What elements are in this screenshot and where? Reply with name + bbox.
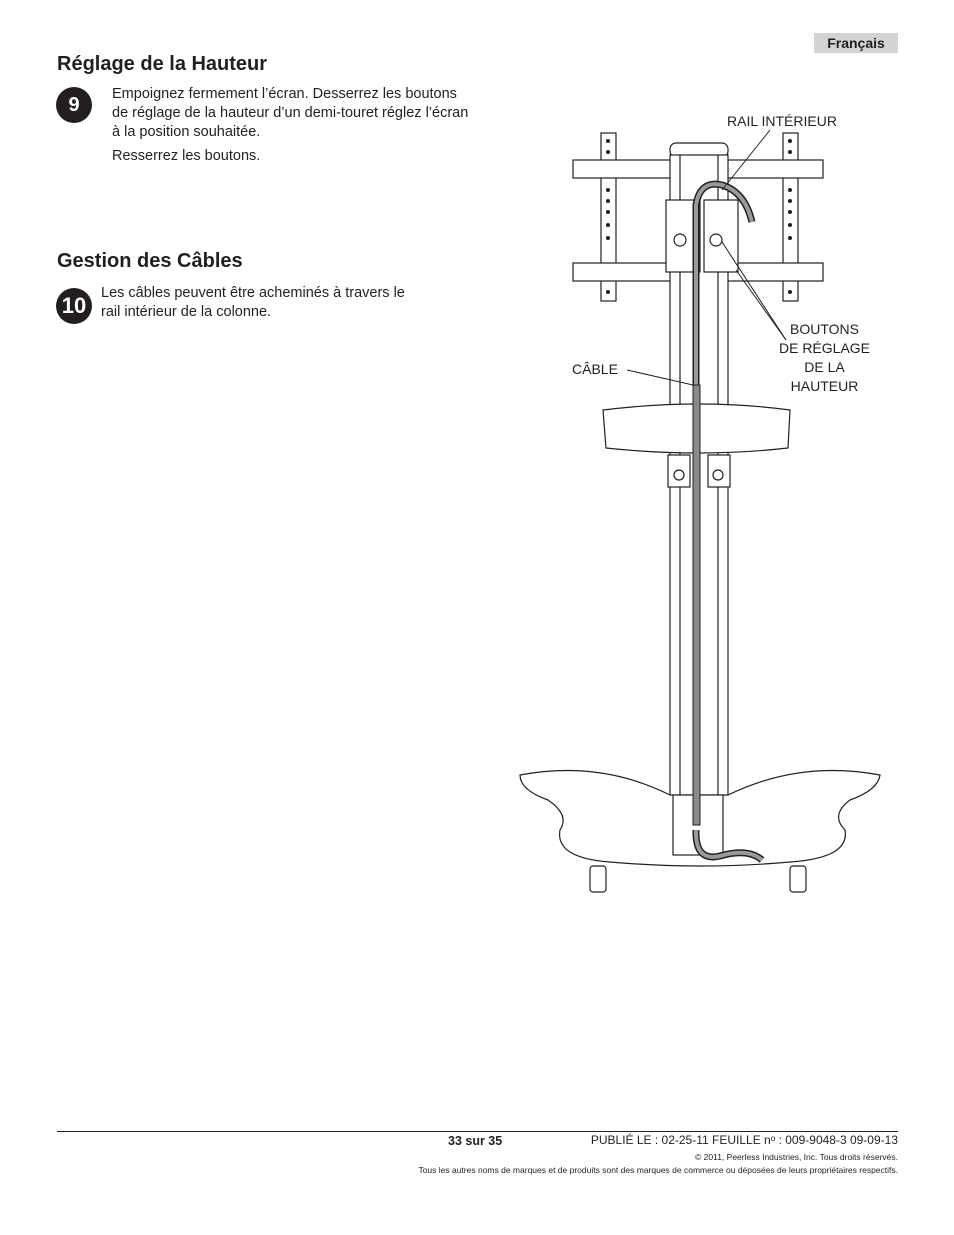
step-10-instructions: [101, 284, 405, 322]
section-title-cable-management: Gestion des Câbles: [57, 250, 243, 272]
copyright: © 2011, Peerless Industries, Inc. Tous droits réservés.: [695, 1152, 898, 1162]
step-9-line-3: à la position souhaitée.: [112, 124, 261, 140]
language-badge: Français: [814, 33, 898, 53]
step-9-line-2: de réglage de la hauteur d’un demi-touret réglez l’écran: [112, 105, 469, 121]
step-10-line-2: rail intérieur de la colonne.: [101, 304, 272, 320]
label-height-knobs-line-4: HAUTEUR: [790, 378, 859, 394]
step-number-9: 9: [56, 87, 92, 123]
left-height-knob: [674, 234, 686, 246]
footer-rule: [57, 1131, 898, 1132]
publication-info: PUBLIÉ LE : 02-25-11 FEUILLE nᵒ : 009-9048-3 09-09-13: [590, 1133, 898, 1147]
step-9-line-1: Empoignez fermement l’écran. Desserrez les boutons: [112, 86, 457, 102]
step-9-note: Resserrez les boutons.: [112, 148, 261, 164]
step-number-10: 10: [56, 288, 92, 324]
label-height-knobs-line-2: DE RÉGLAGE: [778, 340, 871, 356]
label-cable: CÂBLE: [572, 361, 618, 377]
section-title-height-adjustment: Réglage de la Hauteur: [57, 53, 268, 75]
right-caster: [790, 866, 806, 892]
right-height-knob: [710, 234, 722, 246]
step-9-instructions: [112, 85, 468, 142]
label-inner-rail: RAIL INTÉRIEUR: [727, 113, 837, 129]
left-caster: [590, 866, 606, 892]
mobile-stand-diagram: [500, 105, 900, 905]
label-height-knobs-line-1: BOUTONS: [790, 321, 859, 337]
label-height-knobs-line-3: DE LA: [804, 359, 845, 375]
trademark-notice: Tous les autres noms de marques et de produits sont des marques de commerce ou déposées de leurs propriétaires respectifs.: [418, 1165, 898, 1175]
step-10-line-1: Les câbles peuvent être acheminés à travers le: [101, 285, 405, 301]
label-height-knobs: [762, 320, 887, 396]
page-number: 33 sur 35: [448, 1134, 503, 1148]
